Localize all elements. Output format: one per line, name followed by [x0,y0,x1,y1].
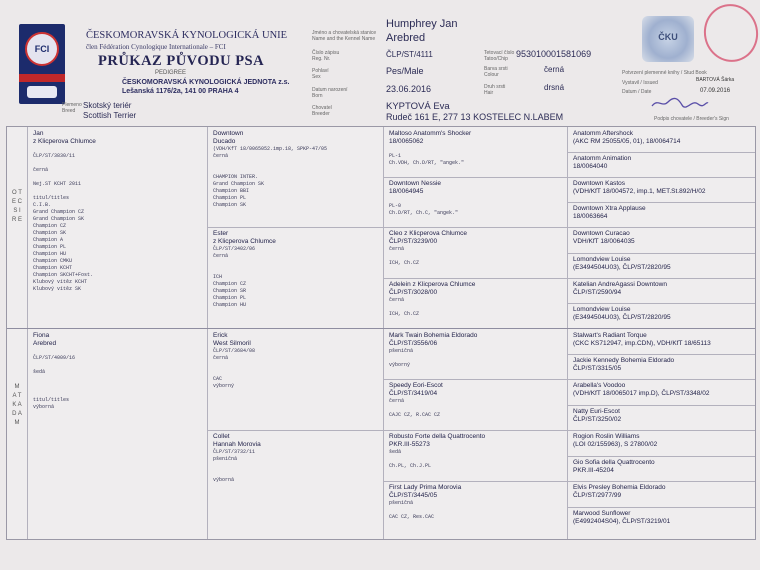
great-grandparent-cell [389,484,565,530]
ancestor-cell [573,256,753,278]
cell-line: Grand Champion SK [33,216,85,222]
club-address: Lešanská 1176/2a, 141 00 PRAHA 4 [122,88,239,95]
cell-line: Cleo z Klicperova Chlumce [389,230,468,237]
cell-line: Anatomm Aftershock [573,130,633,137]
logo-red-stripe [19,74,65,82]
cell-line: ICH, Ch.CZ [389,311,420,317]
cell-line: Champion SK [213,202,247,208]
cell-line [33,188,205,195]
cell-line: černá [389,246,405,252]
grid-divider [383,127,384,539]
cell-line: Arebred [33,340,57,347]
cell-line: Grand Champion SK [213,181,265,187]
grandparent-cell [213,332,381,428]
hologram-seal-icon [642,16,694,62]
cell-line: PL-1 [389,153,402,159]
cell-line: Katelian AndreAgassi Downtown [573,281,667,288]
cell-line: 18/0065062 [389,138,424,145]
cell-line: ČLP/ST/3445/05 [389,492,438,499]
cell-line: Champion CZ [213,281,247,287]
grid-divider [207,430,755,431]
great-grandparent-cell [389,382,565,428]
sex-label: Pohlaví Sex [312,68,329,80]
dog-sex: Pes/Male [386,66,424,76]
cell-line: 18/0064040 [573,163,608,170]
cell-line: (LOI 02/155963), S 27800/02 [573,441,658,448]
ancestor-cell [573,205,753,227]
cell-line: Gio Sofia della Quattrocento [573,459,655,466]
grid-divider [567,507,755,508]
cell-line: výborná [33,404,55,410]
cell-line: Stalwart's Radiant Torque [573,332,647,339]
fci-emblem-icon [25,32,59,66]
cell-line: Champion PL [33,244,67,250]
cell-line [213,463,381,470]
cell-line: Hannah Morovia [213,441,261,448]
logo-text: FCI [34,44,50,54]
cell-line: First Lady Prima Morovia [389,484,462,491]
cell-line: Champion HU [33,251,67,257]
issued-by: BARTOVÁ Šárka [696,77,735,83]
grid-divider [383,177,755,178]
breed-cz: Skotský teriér [83,101,132,110]
born-label: Datum narození Born [312,87,348,99]
dam-cell [33,332,205,536]
dog-born: 23.06.2016 [386,84,432,94]
grid-divider [567,303,755,304]
great-grandparent-cell [389,130,565,176]
ancestor-cell [573,433,753,455]
ancestor-cell [573,230,753,252]
breeder-label: Chovatel Breeder [312,105,332,117]
cell-line: Downtown Nessie [389,180,442,187]
page-title: PRŮKAZ PŮVODU PSA [98,53,265,69]
cell-line: Champion PL [213,195,247,201]
red-stamp-icon [699,0,760,67]
org-name: ČESKOMORAVSKÁ KYNOLOGICKÁ UNIE [86,30,288,41]
cell-line: Arabella's Voodoo [573,382,626,389]
cell-line: PKR.III-45204 [573,467,614,474]
cell-line: Champion SKCHT+Fost. [33,272,94,278]
cell-line: (VDH/KfT 18/004572, imp.1, MET.St.892/H/02 [573,188,706,195]
cell-line: ČLP/ST/3250/02 [573,416,622,423]
cell-line: Lomondview Louise [573,306,631,313]
cell-line: Downtown Kastos [573,180,626,187]
cell-line [389,253,565,260]
cell-line: z Klicperova Chlumce [213,238,276,245]
cell-line: Erick [213,332,228,339]
grid-divider [567,456,755,457]
cell-line: černá [33,167,49,173]
cell-line: ČLP/ST/3028/00 [389,289,438,296]
cell-line [33,376,205,383]
cell-line: pšeničná [389,500,414,506]
cell-line: PL-0 [389,203,402,209]
pedigree-table [6,126,756,540]
cell-line: Anatomm Animation [573,155,632,162]
chip-label: Tetovací číslo Tatoo/Chip [484,50,515,62]
cell-line: Marwood Sunflower [573,510,631,517]
cell-line: Ch.VDH, Ch.D/RT, "angek." [389,160,465,166]
cell-line: Jan [33,130,44,137]
cell-line: černá [389,297,405,303]
fci-line: člen Fédération Cynologique Internationale – FCI [86,43,226,51]
grandparent-cell [213,230,381,326]
ancestor-cell [573,281,753,303]
great-grandparent-cell [389,332,565,378]
cell-line: (CKC KS712947, imp.CDN), VDH/KfT 18/65113 [573,340,711,347]
breed-label: Plemeno Breed [62,102,82,114]
ancestor-cell [573,155,753,177]
cell-line [389,304,565,311]
cell-line: Champion PL [213,295,247,301]
cell-line: titul/titles [33,397,70,403]
cell-line: titul/titles [33,195,70,201]
sire-cell [33,130,205,326]
cell-line: Natty Euri-Escot [573,408,620,415]
grandparent-cell [213,130,381,226]
cell-line: Elvis Presley Bohemia Eldorado [573,484,666,491]
cell-line [389,355,565,362]
cell-line: Ch.PL, Ch.J.PL [389,463,432,469]
grid-divider [567,354,755,355]
sire-side-label: O T E C S I R E [12,190,26,223]
cell-line: CAJC CZ, R.CAC CZ [389,412,441,418]
cell-line [213,470,381,477]
grid-divider [383,481,755,482]
cell-line: Champion SR [213,288,247,294]
ancestor-cell [573,180,753,202]
cell-line: černá [213,153,229,159]
great-grandparent-cell [389,180,565,226]
cell-line: šedá [389,449,402,455]
cell-line: Adelein z Klicperova Chlumce [389,281,476,288]
grid-divider [383,379,755,380]
cell-line: pšeničná [213,456,238,462]
great-grandparent-cell [389,433,565,479]
cell-line: ČLP/ST/3419/04 [389,390,438,397]
cell-line [33,383,205,390]
grid-divider [7,328,755,329]
dog-kennel: Arebred [386,32,426,44]
cell-line: (VDH/KfT 18/0065052.imp.18, SPKP-47/05 [213,146,328,152]
breeder-address: Rudeč 161 E, 277 13 KOSTELEC N.LABEM [386,112,564,122]
date-label: Datum / Date [622,89,652,95]
cell-line: ICH, Ch.CZ [389,260,420,266]
cell-line: Champion CZ [33,223,67,229]
cell-line: Ducado [213,138,236,145]
signature-icon [650,96,710,110]
cell-line: West Silmoril [213,340,251,347]
cell-line [33,160,205,167]
cell-line [213,167,381,174]
cell-line: Downtown Xtra Applause [573,205,646,212]
cell-line: ČLP/ST/3732/11 [213,449,256,455]
cell-line: Champion SK [33,230,67,236]
cell-line [389,507,565,514]
cell-line: ČLP/ST/3315/05 [573,365,622,372]
colour-label: Barva srsti Colour [484,66,508,78]
cell-line: Champion KCHT [33,265,73,271]
grid-divider [567,152,755,153]
cell-line: CHAMPION INTER. [213,174,259,180]
cell-line: Downtown [213,130,244,137]
cell-line: ČLP/ST/3239/00 [389,238,438,245]
cell-line [213,160,381,167]
cell-line: ČLP/ST/2590/94 [573,289,622,296]
ancestor-cell [573,306,753,328]
club-name: ČESKOMORAVSKÁ KYNOLOGICKÁ JEDNOTA z.s. [122,79,290,86]
cell-line: výborný [389,362,411,368]
cell-line: Champion HU [213,302,247,308]
seal-text: ČKU [658,32,678,42]
cell-line: (E4992404S04), ČLP/ST/3219/01 [573,518,671,525]
cell-line: ČLP/ST/3830/11 [33,153,76,159]
dog-name: Humphrey Jan [386,18,458,30]
cell-line: Collet [213,433,230,440]
cell-line: Ch.D/RT, Ch.C, "angek." [389,210,459,216]
cell-line: PKR.III-55273 [389,441,430,448]
grid-divider [207,227,755,228]
cell-line: (E3494504U03), ČLP/ST/2820/95 [573,264,671,271]
ancestor-cell [573,459,753,481]
stud-book-label: Potvrzení plemenné knihy / Stud Book [622,70,707,76]
cell-line: Downtown Curacao [573,230,630,237]
breed-en: Scottish Terrier [83,111,137,120]
name-label: Jméno a chovatelská stanice Name and the Kennel Name [312,30,377,42]
issued-by-label: Vystavil / Issued [622,80,658,86]
dog-colour: černá [544,65,565,74]
cell-line: (VDH/KfT 18/0065017 imp.D), ČLP/ST/3348/02 [573,390,710,397]
cell-line [33,362,205,369]
dog-reg: ČLP/ST/4111 [386,50,433,59]
cell-line: Lomondview Louise [573,256,631,263]
hair-label: Druh srsti Hair [484,84,506,96]
grid-divider [207,127,208,539]
cell-line: 18/0064945 [389,188,424,195]
cell-line: výborný [213,383,235,389]
cell-line: Grand Champion CZ [33,209,85,215]
cell-line [213,362,381,369]
grid-divider [27,127,28,539]
issue-date: 07.09.2016 [700,88,731,94]
ancestor-cell [573,357,753,379]
grid-divider [567,253,755,254]
cell-line [33,174,205,181]
grid-divider [567,127,568,539]
breeder-name: KYPTOVÁ Eva [386,101,450,112]
cell-line: (E3494504U03), ČLP/ST/2820/95 [573,314,671,321]
cell-line: Klubový vítěz SK [33,286,82,292]
cell-line [33,146,205,153]
grid-divider [567,405,755,406]
cell-line: Jackie Kennedy Bohemia Eldorado [573,357,675,364]
cell-line: Champion A [33,237,64,243]
dam-side-label: M A T K A D A M [12,384,26,426]
ancestor-cell [573,332,753,354]
cell-line: (AKC RM 25055/05, 01), 18/0064714 [573,138,681,145]
grid-divider [383,278,755,279]
cell-line: CAC [213,376,223,382]
cell-line: ČLP/ST/2977/99 [573,492,622,499]
cell-line [213,267,381,274]
dog-hair: drsná [544,83,565,92]
cku-logo [19,24,65,104]
grid-divider [567,202,755,203]
cell-line: ČLP/ST/4009/16 [33,355,76,361]
cell-line [389,196,565,203]
cell-line: z Klicperova Chlumce [33,138,96,145]
ancestor-cell [573,408,753,430]
reg-label: Číslo zápisu Reg. Nr. [312,50,340,62]
great-grandparent-cell [389,281,565,327]
ancestor-cell [573,130,753,152]
cell-line: Rogion Roslin Williams [573,433,640,440]
cell-line: Klubový vítěz KCHT [33,279,88,285]
cell-line: ICH [213,274,223,280]
cell-line [389,146,565,153]
cell-line: C.I.B. [33,202,52,208]
cell-line [33,390,205,397]
cell-line: černá [213,253,229,259]
logo-cm-mark [27,86,57,98]
cell-line [389,456,565,463]
ancestor-cell [573,484,753,506]
great-grandparent-cell [389,230,565,276]
cell-line: ČLP/ST/3402/06 [213,246,256,252]
ancestor-cell [573,382,753,404]
cell-line: ČLP/ST/3556/06 [389,340,438,347]
cell-line [213,369,381,376]
cell-line: 18/0063664 [573,213,608,220]
breeder-sign-label: Podpis chovatele / Breeder's Sign [654,116,729,122]
cell-line: Champion CMKU [33,258,73,264]
cell-line: VDH/KfT 18/0064035 [573,238,635,245]
cell-line: Nej.ST KCHT 2011 [33,181,82,187]
cell-line: Robusto Forte della Quattrocento [389,433,486,440]
ancestor-cell [573,510,753,532]
cell-line: Fiona [33,332,50,339]
dog-chip: 953010001581069 [516,49,592,59]
cell-line: černá [389,398,405,404]
cell-line [213,260,381,267]
cell-line: Maltoso Anatomm's Shocker [389,130,472,137]
cell-line: šedá [33,369,46,375]
cell-line: Mark Twain Bohemia Eldorado [389,332,478,339]
grandparent-cell [213,433,381,529]
cell-line [389,405,565,412]
cell-line: CAC CZ, Res.CAC [389,514,435,520]
page-subtitle: PEDIGREE [155,70,187,76]
cell-line: pšeničná [389,348,414,354]
cell-line [33,348,205,355]
cell-line: černá [213,355,229,361]
cell-line: Ester [213,230,229,237]
cell-line: Speedy Eori-Escot [389,382,443,389]
cell-line: Champion BBI [213,188,250,194]
cell-line: výborná [213,477,235,483]
cell-line: ČLP/ST/3684/08 [213,348,256,354]
